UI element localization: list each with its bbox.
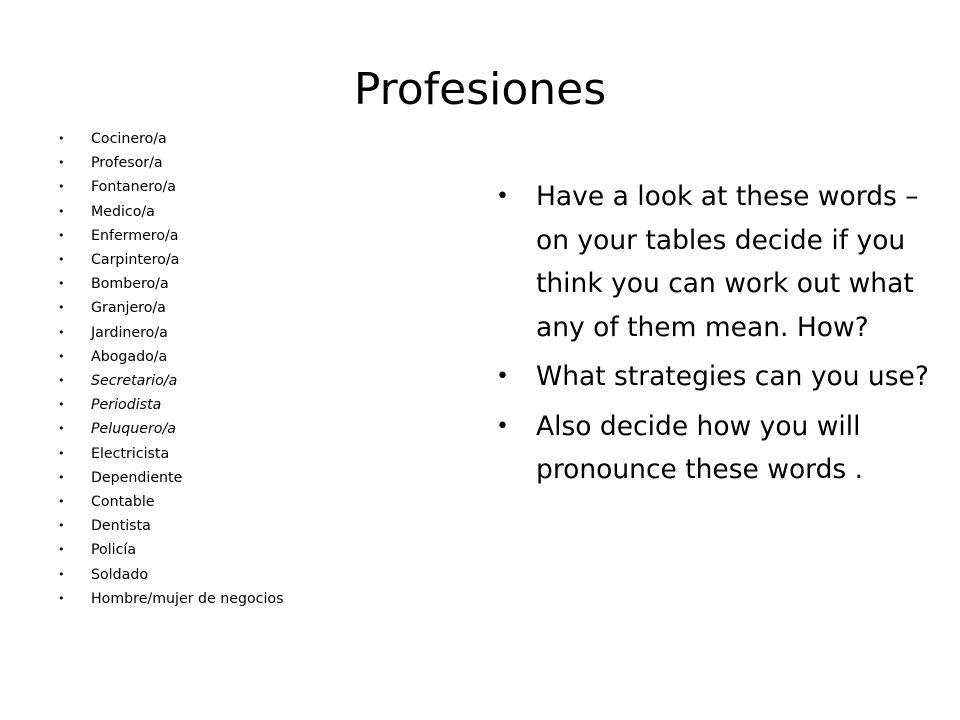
bullet-icon: • — [58, 374, 65, 388]
profession-item — [58, 321, 398, 345]
bullet-icon: • — [58, 204, 65, 218]
profession-item — [58, 296, 398, 320]
profession-item — [58, 393, 398, 417]
profession-label: Dependiente — [91, 469, 183, 486]
profession-item — [58, 127, 398, 151]
professions-list — [58, 127, 398, 611]
bullet-icon: • — [58, 349, 65, 363]
bullet-icon: • — [496, 184, 509, 209]
bullet-icon: • — [58, 325, 65, 339]
profession-label: Periodista — [91, 397, 162, 414]
bullet-icon: • — [58, 156, 65, 170]
bullet-icon: • — [58, 591, 65, 605]
profession-label: Granjero/a — [91, 300, 166, 317]
profession-item — [58, 224, 398, 248]
bullet-icon: • — [58, 422, 65, 436]
bullet-icon: • — [58, 470, 65, 484]
bullet-icon: • — [58, 180, 65, 194]
profession-label: Peluquero/a — [91, 421, 176, 438]
instruction-item — [496, 175, 936, 349]
bullet-icon: • — [58, 519, 65, 533]
bullet-icon: • — [58, 253, 65, 267]
profession-label: Soldado — [91, 566, 149, 583]
profession-item — [58, 442, 398, 466]
bullet-icon: • — [496, 413, 509, 439]
profession-label: Fontanero/a — [91, 179, 176, 196]
profession-label: Dentista — [91, 518, 151, 535]
slide-title: Profesiones — [353, 64, 607, 115]
profession-item — [58, 417, 398, 441]
profession-label: Abogado/a — [91, 348, 168, 365]
profession-item — [58, 514, 398, 538]
profession-label: Hombre/mujer de negocios — [91, 590, 284, 607]
profession-label: Cocinero/a — [91, 131, 167, 147]
bullet-icon: • — [58, 543, 65, 557]
bullet-icon: • — [58, 567, 65, 581]
bullet-icon: • — [58, 277, 65, 291]
profession-label: Secretario/a — [91, 373, 178, 390]
instruction-item — [496, 405, 936, 492]
profession-label: Jardinero/a — [91, 324, 168, 341]
instruction-item — [496, 355, 936, 399]
instruction-text: What strategies can you use? — [536, 361, 929, 392]
profession-label: Contable — [91, 494, 155, 511]
instruction-text: Also decide how you will pronounce these words . — [536, 410, 864, 485]
bullet-icon: • — [58, 446, 65, 460]
profession-item — [58, 538, 398, 562]
profession-item — [58, 175, 398, 199]
instruction-text: Have a look at these words – on your tables decide if you think you can work out what any of them mean. How? — [536, 181, 919, 343]
profession-item — [58, 587, 398, 611]
bullet-icon: • — [58, 301, 65, 315]
instructions-list — [496, 175, 936, 498]
profession-item — [58, 272, 398, 296]
profession-item — [58, 345, 398, 369]
profession-label: Policía — [91, 542, 137, 559]
profession-item — [58, 490, 398, 514]
profession-label: Bombero/a — [91, 276, 169, 293]
profession-item — [58, 466, 398, 490]
bullet-icon: • — [496, 364, 509, 389]
profession-label: Profesor/a — [91, 155, 163, 172]
profession-label: Carpintero/a — [91, 252, 180, 269]
profession-item — [58, 200, 398, 224]
profession-label: Electricista — [91, 445, 170, 462]
profession-item — [58, 563, 398, 587]
profession-item — [58, 151, 398, 175]
bullet-icon: • — [58, 228, 65, 242]
profession-item — [58, 369, 398, 393]
profession-label: Enfermero/a — [91, 227, 179, 244]
bullet-icon: • — [58, 398, 65, 412]
bullet-icon: • — [58, 132, 65, 145]
profession-label: Medico/a — [91, 203, 155, 220]
bullet-icon: • — [58, 495, 65, 509]
profession-item — [58, 248, 398, 272]
